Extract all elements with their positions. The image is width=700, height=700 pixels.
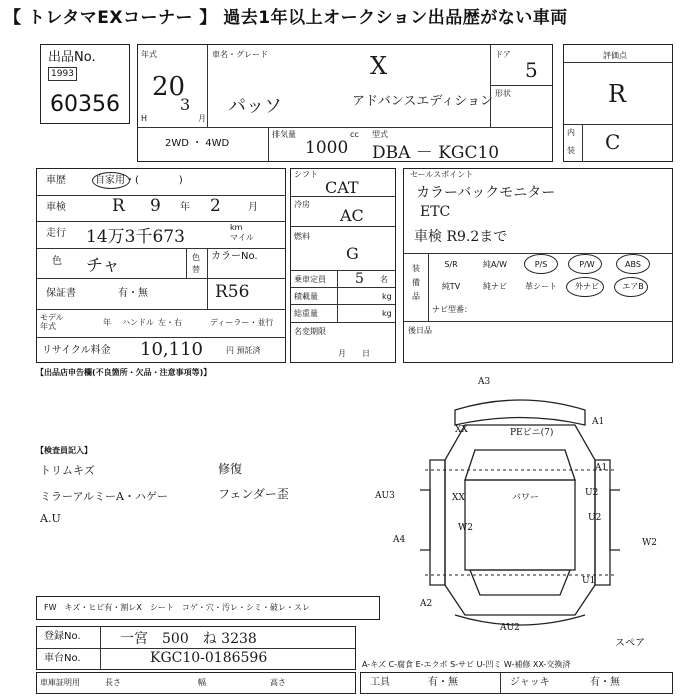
history-box	[36, 168, 286, 363]
car-damage-diagram	[370, 370, 690, 640]
circle-abs	[616, 254, 650, 274]
lot-label: 出品No.	[48, 50, 96, 65]
mileage-label: 走行	[46, 228, 66, 239]
cert-height: 高さ	[270, 678, 286, 687]
svg-text:U2: U2	[585, 488, 599, 498]
inspector-note-3: A.U	[40, 512, 61, 525]
car-grade: アドバンスエディション	[352, 94, 494, 109]
model-value: DBA － KGC10	[372, 143, 500, 163]
shift-value: CAT	[325, 178, 359, 197]
name-change-label: 名変期限	[294, 327, 326, 336]
recycle-value: 10,110	[140, 339, 203, 360]
weight-unit: kg	[382, 309, 392, 318]
glass-seat-text: FW キズ・ヒビ有・割レX シート コゲ・穴・汚レ・シミ・破レ・スレ	[44, 603, 310, 612]
equipment-label: 装 備 品	[412, 264, 420, 301]
svg-text:AU3: AU3	[375, 491, 395, 501]
lot-number: 60356	[50, 92, 120, 117]
cert-width: 幅	[198, 678, 206, 687]
svg-text:U1: U1	[582, 576, 596, 586]
model-change-label: モデル 年式	[40, 313, 64, 331]
circle-pw	[568, 254, 602, 274]
load-label: 積載量	[294, 292, 318, 301]
auction-banner: 【 トレタマEXコーナー 】 過去1年以上オークション出品歴がない車両	[4, 8, 568, 28]
handle-label: ハンドル	[122, 318, 154, 327]
inspection-era: R	[112, 196, 125, 216]
capacity-label: 乗車定員	[294, 275, 326, 284]
navi-model-label: ナビ型番：	[432, 305, 472, 314]
grade-mark: X	[370, 52, 388, 80]
equip-tv: 純TV	[441, 282, 461, 291]
equip-pw: P/W	[579, 260, 595, 269]
displacement-unit: cc	[350, 130, 359, 139]
mileage-unit-km: km	[230, 223, 243, 232]
svg-text:XX: XX	[455, 425, 468, 435]
circle-ps	[524, 254, 558, 274]
inspection-month-unit: 月	[248, 202, 258, 213]
capacity-value: 5	[355, 271, 364, 287]
door-label: ドア	[495, 50, 511, 59]
color-change-top: 色	[192, 253, 200, 262]
inspector-note-4: 修復	[218, 462, 243, 476]
sales-label: セールスポイント	[410, 170, 474, 179]
chassis-label: 車台No.	[44, 653, 81, 664]
shift-label: シフト	[294, 170, 318, 179]
color-value: チャ	[86, 256, 120, 276]
svg-text:A1: A1	[595, 463, 608, 473]
displacement-label: 排気量	[272, 130, 296, 139]
cert-length: 長さ	[105, 678, 121, 687]
svg-text:XX: XX	[452, 493, 465, 503]
jack-value: 有・無	[590, 677, 620, 688]
svg-text:W2: W2	[458, 523, 473, 533]
svg-text:U2: U2	[588, 513, 602, 523]
inspector-label: 【検査員記入】	[36, 446, 92, 455]
circle-airbag	[614, 277, 648, 297]
dealer-label: ディーラー・並行	[210, 318, 274, 327]
inspection-year: 9	[150, 196, 161, 216]
month-unit: 月	[198, 114, 206, 123]
tools-label: 工具	[370, 677, 390, 688]
recycle-unit: 円 預託済	[226, 346, 261, 355]
handle-value: 左・右	[158, 318, 182, 327]
color-no-value: R56	[215, 282, 250, 302]
ac-label: 冷房	[294, 200, 310, 209]
drive-label: 2WD ・ 4WD	[165, 138, 230, 149]
circle-ext-navi	[566, 277, 604, 297]
history-circle	[92, 172, 130, 189]
registration-value: 一宮 500 ね 3238	[120, 631, 257, 647]
load-unit: kg	[382, 292, 392, 301]
chassis-value: KGC10-0186596	[150, 650, 268, 666]
cert-label: 車庫証明用	[40, 678, 80, 687]
car-name: パッソ	[228, 96, 282, 117]
svg-text:バワー: バワー	[512, 493, 540, 503]
equip-abs: ABS	[625, 260, 641, 269]
seller-notes-label: 【出品店申告欄(不良箇所・欠品・注意事項等)】	[36, 368, 212, 377]
equip-airbag: エアB	[622, 282, 644, 291]
color-label: 色	[52, 256, 62, 267]
shape-label: 形状	[495, 89, 511, 98]
fuel-label: 燃料	[294, 232, 310, 241]
inspection-label: 車検	[46, 202, 66, 213]
svg-text:W2: W2	[642, 538, 657, 548]
cert-box	[36, 672, 356, 694]
mileage-unit-mile: マイル	[230, 233, 254, 242]
name-change-unit: 月 日	[338, 349, 370, 358]
history-label: 車歴	[46, 175, 66, 186]
interior-label-2: 装	[567, 146, 575, 155]
fuel-value: G	[346, 244, 359, 263]
year-value: 20	[152, 72, 186, 102]
color-no-label: カラーNo.	[211, 251, 258, 262]
model-change-year: 年	[103, 318, 111, 327]
equip-navi: 純ナビ	[483, 282, 507, 291]
inspection-year-unit: 年	[180, 202, 190, 213]
displacement-value: 1000	[305, 138, 349, 158]
warranty-label: 保証書	[46, 288, 76, 299]
svg-text:A1: A1	[592, 417, 605, 427]
equip-leather: 革シート	[525, 282, 557, 291]
lot-small-number: 1993	[48, 67, 77, 81]
ac-value: AC	[340, 206, 364, 225]
tools-value: 有・無	[428, 677, 458, 688]
equip-aw: 純A/W	[482, 260, 508, 269]
score-value: R	[608, 80, 627, 108]
model-label: 型式	[372, 130, 388, 139]
damage-legend: A-キズ C-腐食 E-エクボ S-サビ U-凹ミ W-補修 XX-交換済	[362, 660, 571, 669]
warranty-value: 有・無	[118, 288, 148, 299]
equip-ext-navi: 外ナビ	[575, 282, 599, 291]
equip-ps: P/S	[534, 260, 548, 269]
jack-label: ジャッキ	[510, 677, 550, 688]
capacity-unit: 名	[380, 275, 388, 284]
spare-label: スペア	[615, 638, 645, 649]
weight-label: 総重量	[294, 309, 318, 318]
later-items-label: 後日品	[408, 326, 432, 335]
color-change-bottom: 替	[192, 265, 200, 274]
mileage-value: 14万3千673	[86, 227, 185, 247]
inspector-note-1: トリムキズ	[40, 464, 95, 477]
interior-label-1: 内	[567, 128, 575, 137]
door-value: 5	[525, 58, 538, 82]
registration-label: 登録No.	[44, 631, 81, 642]
svg-text:A3: A3	[478, 377, 491, 387]
score-label: 評価点	[603, 51, 627, 60]
svg-text:PEビニ(7): PEビニ(7)	[510, 428, 554, 438]
inspector-note-2: ミラーアルミーA・ハゲー	[40, 490, 168, 503]
month-value: 3	[180, 95, 191, 114]
svg-text:A4: A4	[393, 535, 406, 545]
history-value: 自家用・( )	[95, 175, 183, 186]
year-label: 年式	[141, 50, 157, 59]
svg-text:A2: A2	[420, 599, 433, 609]
svg-text:AU2: AU2	[500, 623, 520, 633]
inspector-note-5: フェンダー歪	[218, 487, 289, 501]
sales-point-1: カラーバックモニター	[416, 185, 556, 201]
inspection-month: 2	[210, 196, 221, 216]
sales-point-2: ETC	[420, 204, 451, 220]
equip-sr: S/R	[444, 260, 458, 269]
sales-point-3: 車検 R9.2まで	[414, 229, 508, 245]
era-label: H	[141, 114, 148, 123]
interior-value: C	[605, 130, 621, 154]
recycle-label: リサイクル料金	[42, 345, 111, 356]
name-grade-label: 車名・グレード	[212, 50, 268, 59]
